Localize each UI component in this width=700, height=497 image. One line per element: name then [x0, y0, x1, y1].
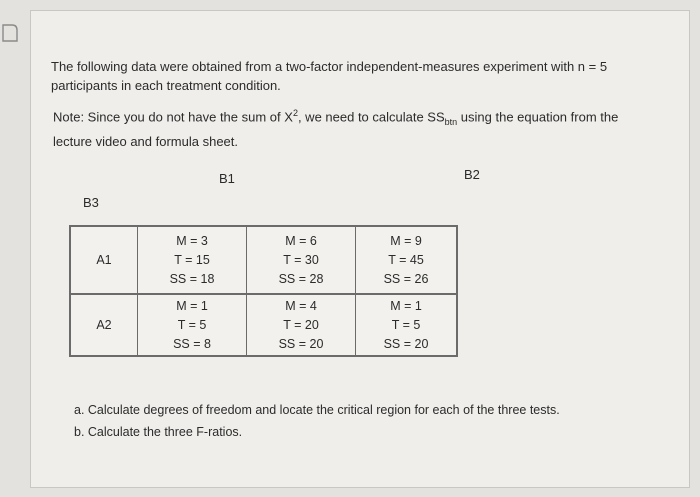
intro-paragraph [51, 57, 671, 95]
cell-mean: M = 9 [390, 233, 422, 248]
row-label-a2: A2 [70, 294, 138, 356]
cell-a2-col3 [356, 294, 458, 356]
label-b1: B1 [219, 171, 235, 186]
cell-mean: M = 4 [285, 298, 317, 313]
question-b: b. Calculate the three F-ratios. [74, 425, 243, 439]
cell-total: T = 5 [177, 317, 207, 332]
cell-mean: M = 6 [285, 233, 317, 248]
cell-total: T = 5 [391, 317, 421, 332]
cell-ss: SS = 20 [383, 336, 429, 351]
cell-a2-col2 [247, 294, 356, 356]
note-suffix: using the equation from the [457, 109, 619, 125]
data-table [69, 225, 458, 357]
cell-ss: SS = 20 [278, 336, 324, 351]
note-subscript: btn [444, 116, 458, 127]
cell-total: T = 20 [283, 317, 319, 332]
cell-total: T = 15 [174, 252, 210, 267]
note-prefix: Note: Since you do not have the sum of X [53, 109, 293, 125]
table-row-a1 [70, 226, 457, 294]
cell-ss: SS = 8 [173, 336, 211, 351]
cell-a1-col2 [247, 226, 356, 294]
cell-mean: M = 1 [176, 298, 208, 313]
table-row-a2 [70, 294, 457, 356]
cell-total: T = 30 [283, 252, 319, 267]
row-label-a1: A1 [70, 226, 138, 294]
intro-line-2: participants in each treatment condition. [51, 78, 281, 93]
cell-ss: SS = 26 [383, 271, 429, 286]
cell-a1-col3 [356, 226, 458, 294]
note-mid: , we need to calculate SS [297, 109, 445, 125]
note-paragraph [53, 104, 673, 151]
question-a: a. Calculate degrees of freedom and locate the critical region for each of the three tests. [74, 403, 560, 417]
document-corner-icon [2, 24, 18, 42]
cell-ss: SS = 18 [169, 271, 215, 286]
question-card [30, 10, 690, 488]
cell-mean: M = 3 [176, 233, 208, 248]
label-b2: B2 [464, 167, 480, 182]
cell-a1-col1 [138, 226, 247, 294]
note-line-2: lecture video and formula sheet. [53, 133, 238, 149]
cell-ss: SS = 28 [278, 271, 324, 286]
note-superscript: 2 [292, 108, 298, 118]
cell-a2-col1 [138, 294, 247, 356]
intro-line-1: The following data were obtained from a two-factor independent-measures experiment with n = 5 [51, 59, 608, 74]
cell-mean: M = 1 [390, 298, 422, 313]
cell-total: T = 45 [388, 252, 424, 267]
label-b3: B3 [83, 195, 99, 210]
